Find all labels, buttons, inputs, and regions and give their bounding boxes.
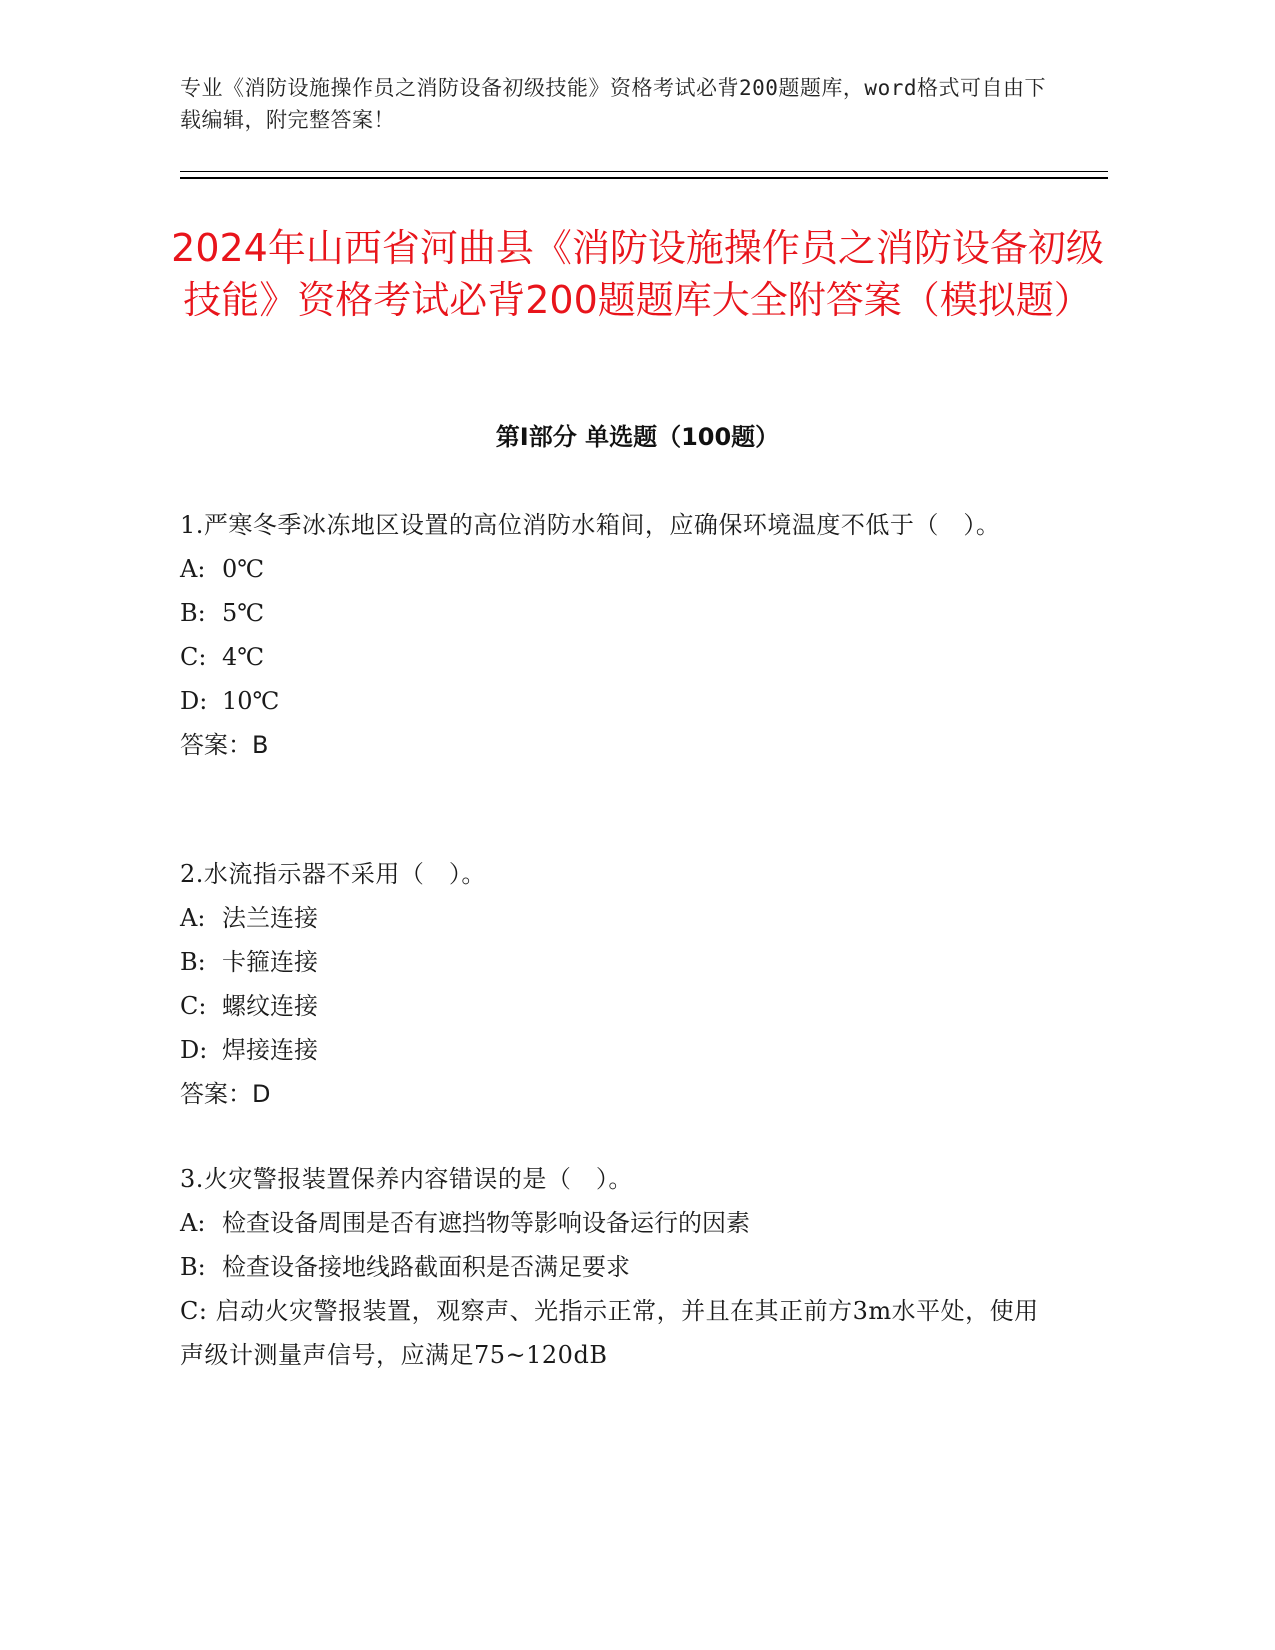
answer-value: D <box>252 1080 271 1108</box>
option-letter: D: <box>180 1036 208 1064</box>
question-stem: 1.严寒冬季冰冻地区设置的高位消防水箱间，应确保环境温度不低于（ ）。 <box>180 511 1001 539</box>
section-title: 第Ⅰ部分 单选题（100题） <box>495 423 780 451</box>
question-2 <box>180 852 1040 1116</box>
option-a <box>180 547 1040 591</box>
header-divider-thin <box>180 171 1108 172</box>
option-text: 检查设备接地线路截面积是否满足要求 <box>222 1253 630 1281</box>
option-letter: B: <box>180 1253 206 1281</box>
option-letter: B: <box>180 948 206 976</box>
header-note: 专业《消防设施操作员之消防设备初级技能》资格考试必背200题题库，word格式可自由下载编辑，附完整答案！ <box>180 76 1046 132</box>
option-text: 检查设备周围是否有遮挡物等影响设备运行的因素 <box>222 1209 750 1237</box>
answer-prefix: 答案： <box>180 1080 252 1108</box>
header-divider-thick <box>180 177 1108 179</box>
option-text: 焊接连接 <box>222 1036 318 1064</box>
option-b <box>180 1245 1040 1289</box>
question-stem: 3.火灾警报装置保养内容错误的是（ ）。 <box>180 1165 633 1193</box>
option-a <box>180 1201 1040 1245</box>
question-3 <box>180 1157 1040 1377</box>
document-title: 2024年山西省河曲县《消防设施操作员之消防设备初级技能》资格考试必背200题题库大全附答案（模拟题） <box>171 226 1104 322</box>
answer-prefix: 答案： <box>180 731 252 759</box>
option-b <box>180 940 1040 984</box>
answer-line <box>180 723 1040 767</box>
option-text: 5℃ <box>222 599 265 627</box>
option-text: 4℃ <box>222 643 265 671</box>
option-letter: C: <box>180 1297 208 1325</box>
option-text: 螺纹连接 <box>222 992 318 1020</box>
answer-value: B <box>252 731 269 759</box>
option-letter: A: <box>180 1209 206 1237</box>
option-c <box>180 1289 1040 1377</box>
option-text: 0℃ <box>222 555 265 583</box>
option-d <box>180 1028 1040 1072</box>
option-text: 启动火灾警报装置，观察声、光指示正常，并且在其正前方3m水平处，使用声级计测量声信号，应满足75~120dB <box>180 1297 1039 1369</box>
option-letter: C: <box>180 643 207 671</box>
option-letter: A: <box>180 555 206 583</box>
question-1 <box>180 503 1040 767</box>
option-b <box>180 591 1040 635</box>
option-letter: D: <box>180 687 208 715</box>
option-letter: A: <box>180 904 206 932</box>
option-letter: B: <box>180 599 206 627</box>
option-text: 10℃ <box>222 687 280 715</box>
option-c <box>180 984 1040 1028</box>
option-letter: C: <box>180 992 207 1020</box>
option-text: 卡箍连接 <box>222 948 318 976</box>
option-d <box>180 679 1040 723</box>
answer-line <box>180 1072 1040 1116</box>
option-a <box>180 896 1040 940</box>
option-c <box>180 635 1040 679</box>
question-stem: 2.水流指示器不采用（ ）。 <box>180 860 486 888</box>
option-text: 法兰连接 <box>222 904 318 932</box>
